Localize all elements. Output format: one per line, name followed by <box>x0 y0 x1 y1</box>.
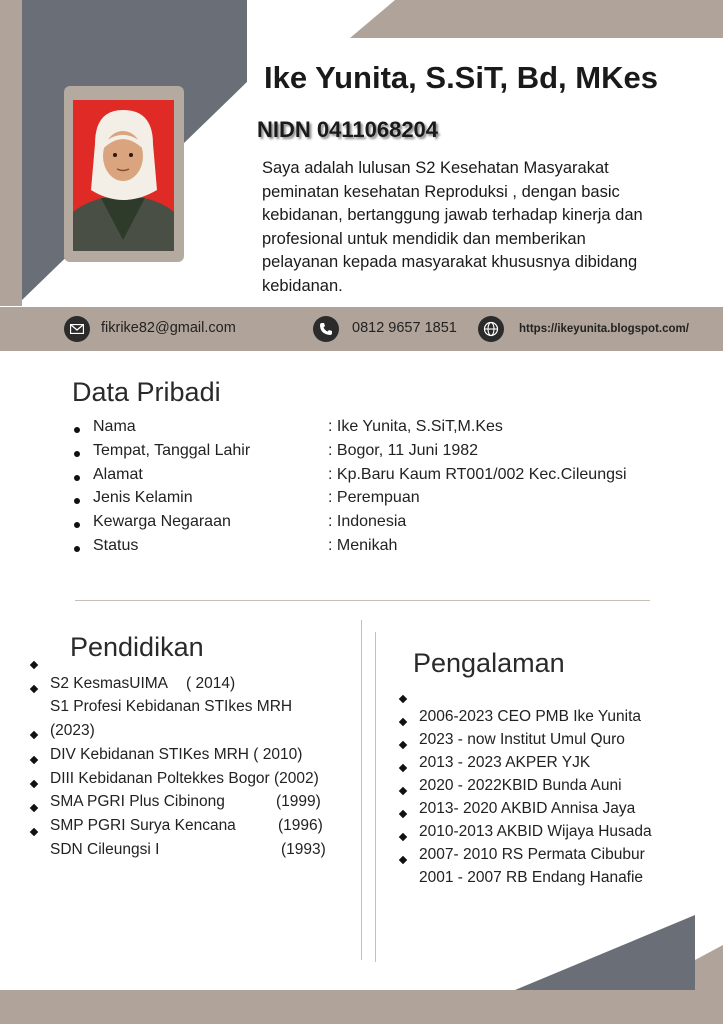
taupe-top-right <box>350 0 723 38</box>
bullet <box>74 498 80 504</box>
data-value: : Ike Yunita, S.SiT,M.Kes <box>328 418 503 435</box>
experience-item: 2007- 2010 RS Permata Cibubur <box>419 846 645 863</box>
phone-icon <box>313 316 339 342</box>
data-pribadi-title: Data Pribadi <box>72 377 221 407</box>
education-year: (1996) <box>278 817 323 834</box>
section-divider <box>75 600 650 601</box>
education-item <box>50 790 321 814</box>
education-text: SMP PGRI Surya Kencana <box>50 817 236 834</box>
education-item <box>50 719 95 743</box>
taupe-bottom-corner <box>695 945 723 1024</box>
data-value: : Indonesia <box>328 513 407 530</box>
education-item <box>50 767 319 791</box>
education-item <box>50 838 326 862</box>
experience-item: 2010-2013 AKBID Wijaya Husada <box>419 823 652 840</box>
data-label: Jenis Kelamin <box>93 489 193 506</box>
data-value: : Perempuan <box>328 489 420 506</box>
education-year: (1993) <box>281 841 326 858</box>
data-value: : Kp.Baru Kaum RT001/002 Kec.Cileungsi <box>328 466 627 483</box>
bullet <box>74 427 80 433</box>
nidn-number: NIDN 0411068204 <box>257 117 439 142</box>
data-label: Status <box>93 537 139 554</box>
data-label: Nama <box>93 418 136 435</box>
pengalaman-title: Pengalaman <box>413 648 565 678</box>
slate-bottom-right <box>515 915 695 990</box>
experience-item: 2013 - 2023 AKPER YJK <box>419 754 591 771</box>
education-text: DIII Kebidanan Poltekkes Bogor (2002) <box>50 770 319 787</box>
education-item <box>50 814 323 838</box>
bullet <box>74 546 80 552</box>
taupe-strip-left <box>0 0 22 306</box>
data-label: Kewarga Negaraan <box>93 513 231 530</box>
education-item <box>50 695 292 719</box>
experience-item: 2001 - 2007 RB Endang Hanafie <box>419 869 644 886</box>
bullet <box>74 475 80 481</box>
education-item <box>50 672 236 696</box>
education-text: (2023) <box>50 722 95 739</box>
education-year: ( 2014) <box>186 675 236 692</box>
education-text: SMA PGRI Plus Cibinong <box>50 793 225 810</box>
education-item <box>50 743 302 767</box>
data-value: : Menikah <box>328 537 398 554</box>
data-label: Alamat <box>93 466 143 483</box>
education-text: DIV Kebidanan STIKes MRH ( 2010) <box>50 746 303 763</box>
envelope-icon <box>64 316 90 342</box>
experience-item: 2020 - 2022KBID Bunda Auni <box>419 777 622 794</box>
profile-photo <box>73 100 174 251</box>
column-divider <box>361 620 362 960</box>
experience-item: 2006-2023 CEO PMB Ike Yunita <box>419 708 642 725</box>
experience-item: 2013- 2020 AKBID Annisa Jaya <box>419 800 636 817</box>
globe-icon <box>478 316 504 342</box>
person-name: Ike Yunita, S.SiT, Bd, MKes <box>264 60 658 95</box>
experience-item: 2023 - now Institut Umul Quro <box>419 731 625 748</box>
profile-summary: Saya adalah lulusan S2 Kesehatan Masyarakat peminatan kesehatan Reproduksi , dengan basic kebidanan, bertanggung jawab terhadap kinerja dan profesional untuk mendidik dan memberikan pelayanan kepada masyarakat khususnya dibidang kebidanan. <box>262 159 643 295</box>
education-text: S2 KesmasUIMA <box>50 675 169 692</box>
education-text: SDN Cileungsi I <box>50 841 160 858</box>
contact-email[interactable]: fikrike82@gmail.com <box>101 320 236 336</box>
data-label: Tempat, Tanggal Lahir <box>93 442 251 459</box>
contact-phone[interactable]: 0812 9657 1851 <box>352 320 457 336</box>
bullet <box>74 522 80 528</box>
education-year: (1999) <box>276 793 321 810</box>
education-text: S1 Profesi Kebidanan STIkes MRH <box>50 698 293 715</box>
data-value: : Bogor, 11 Juni 1982 <box>328 442 479 459</box>
contact-website[interactable]: https://ikeyunita.blogspot.com/ <box>519 323 689 335</box>
column-divider <box>375 632 376 962</box>
pendidikan-title: Pendidikan <box>70 632 204 662</box>
bullet <box>74 451 80 457</box>
